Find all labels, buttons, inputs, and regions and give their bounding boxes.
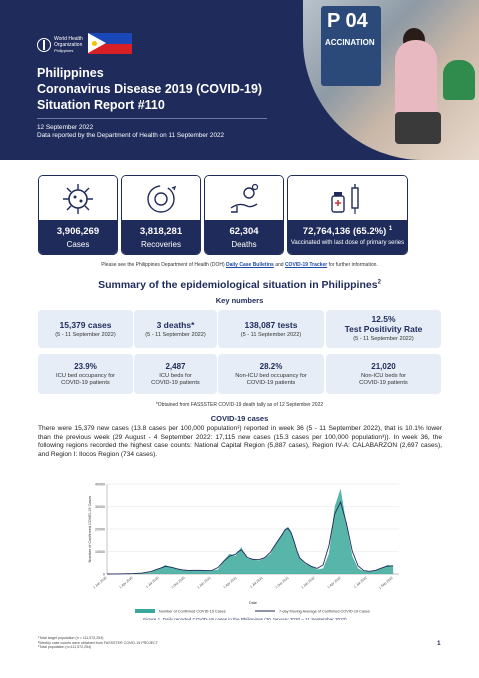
who-logo xyxy=(37,36,83,54)
vaccinated-label: Vaccinated with last dose of primary series xyxy=(290,240,405,247)
key-positivity-box xyxy=(326,310,441,348)
key-deaths-box xyxy=(134,310,217,348)
stat-card-vaccinated xyxy=(287,175,408,255)
x-tick-label: 1 Jan 2020 xyxy=(92,575,108,590)
x-tick-label: 1 Jan 2021 xyxy=(196,575,212,590)
report-date-line: 12 September 2022 xyxy=(37,124,94,131)
key-icu-beds-label: ICU beds for COVID-19 patients xyxy=(151,373,200,386)
title-report-number: Situation Report #110 xyxy=(37,98,165,112)
report-title xyxy=(37,65,262,113)
y-tick-label: 30000 xyxy=(95,505,105,509)
deaths-label: Deaths xyxy=(231,240,257,249)
philippines-flag-icon xyxy=(88,33,132,54)
doh-reference-note: Please see the Philippines Department of Health (DOH) Daily Case Bulletins and COVID-19 Tracker for further information. xyxy=(101,262,378,268)
key-positivity-value: 12.5% xyxy=(371,314,396,324)
key-nonicu-beds-value: 21,020 xyxy=(371,362,396,371)
key-tests-value: 138,087 tests xyxy=(244,320,298,330)
key-nonicu-occupancy-label: Non-ICU bed occupancy for COVID-19 patients xyxy=(235,373,307,386)
legend-label-moving-average: 7-day Moving Average of Confirmed COVID-19 Cases xyxy=(279,609,370,614)
who-line1: World Health xyxy=(54,36,83,42)
x-tick-label: 1 Apr 2020 xyxy=(118,575,134,590)
report-header xyxy=(0,0,479,160)
figure-caption: Figure 1. Daily reported COVID-19 cases in the Philippines (30 January 2020 – 11 September 2022) xyxy=(143,617,347,620)
recoveries-value: 3,818,281 xyxy=(139,226,183,237)
recoveries-label: Recoveries xyxy=(140,240,181,249)
key-icu-occupancy-box xyxy=(38,354,133,394)
key-cases-box xyxy=(38,310,133,348)
key-nonicu-beds-box xyxy=(326,354,441,394)
key-nonicu-occupancy-value: 28.2% xyxy=(259,362,283,371)
x-tick-label: 1 Jul 2022 xyxy=(353,575,368,589)
key-nonicu-beds-label: Non-ICU beds for COVID-19 patients xyxy=(359,373,408,386)
stat-card-cases xyxy=(38,175,118,255)
x-tick-label: 1 Sep 2022 xyxy=(377,575,394,590)
x-tick-label: 1 Jan 2022 xyxy=(300,575,316,590)
x-tick-label: 1 Jul 2020 xyxy=(145,575,160,589)
photo-sign-text: P 04 xyxy=(327,10,368,32)
photo-person-skirt xyxy=(395,112,441,144)
who-line2: Organization xyxy=(54,42,83,48)
y-tick-label: 0 xyxy=(103,572,105,577)
deaths-source-note: *Obtained from FASSSTER COVID-19 death tally as of 12 September 2022 xyxy=(155,402,324,408)
who-emblem-icon xyxy=(37,38,51,52)
page-number: 1 xyxy=(437,640,441,647)
x-axis-label: Date xyxy=(248,601,258,605)
report-date xyxy=(37,124,224,140)
legend-label-cases: Number of Confirmed COVID-19 Cases xyxy=(159,609,226,614)
daily-cases-chart xyxy=(85,480,405,620)
daily-case-bulletins-link[interactable]: Daily Case Bulletins xyxy=(226,262,274,268)
x-tick-label: 1 Oct 2021 xyxy=(274,575,290,590)
key-tests-period: (5 - 11 September 2022) xyxy=(240,332,302,338)
virus-icon xyxy=(61,182,95,216)
key-icu-occupancy-label: ICU bed occupancy for COVID-19 patients xyxy=(56,373,115,386)
x-tick-label: 1 Jul 2021 xyxy=(249,575,264,589)
title-disease: Coronavirus Disease 2019 (COVID-19) xyxy=(37,82,263,96)
footnotes xyxy=(38,636,158,650)
who-logo-text xyxy=(54,36,83,54)
key-deaths-value: 3 deaths* xyxy=(156,320,195,330)
footnote-2: ²Weekly case counts were obtained from FASSSTER COVID-19 PROJECT xyxy=(38,640,158,645)
vaccination-site-photo xyxy=(303,0,479,160)
daily-cases-chart-svg xyxy=(85,480,405,620)
stat-card-deaths xyxy=(204,175,284,255)
key-numbers-heading: Key numbers xyxy=(215,296,264,305)
stat-card-recoveries xyxy=(121,175,201,255)
summary-heading: Summary of the epidemiological situation in Philippines$^2$ xyxy=(98,279,381,291)
daily-cases-series xyxy=(107,489,393,575)
key-cases-period: (5 - 11 September 2022) xyxy=(55,332,116,338)
covid-cases-heading: COVID-19 cases xyxy=(210,414,269,423)
photo-sign-subtext: ACCINATION xyxy=(325,38,375,47)
data-source-date-line: Data reported by the Department of Health on 11 September 2022 xyxy=(37,132,225,139)
y-axis-label: Number of Confirmed COVID-19 Cases xyxy=(88,495,92,563)
x-tick-label: 1 Apr 2022 xyxy=(326,575,342,590)
vaccinated-value: 72,764,136 (65.2%) $^1$ xyxy=(302,226,393,238)
y-tick-label: 20000 xyxy=(95,527,105,532)
who-line3: Philippines xyxy=(54,48,74,53)
cases-label: Cases xyxy=(66,240,90,249)
y-tick-label: 40000 xyxy=(95,482,105,487)
recovery-icon xyxy=(144,182,178,216)
x-tick-label: 1 Oct 2020 xyxy=(170,575,186,590)
photo-person-seated xyxy=(443,60,475,100)
deaths-value: 62,304 xyxy=(229,226,259,237)
key-icu-beds-box xyxy=(134,354,217,394)
covid-tracker-link[interactable]: COVID-19 Tracker xyxy=(284,262,328,268)
legend-swatch-cases xyxy=(135,609,155,613)
vaccine-icon xyxy=(328,182,368,216)
key-cases-value: 15,379 cases xyxy=(59,320,112,330)
footnote-3: ³Total population (n=111,572,254) xyxy=(38,645,92,649)
key-positivity-period: (5 - 11 September 2022) xyxy=(353,336,414,342)
key-positivity-label: Test Positivity Rate xyxy=(344,324,423,334)
y-tick-label: 10000 xyxy=(95,550,105,554)
key-deaths-period: (5 - 11 September 2022) xyxy=(145,332,206,338)
header-divider xyxy=(37,118,267,119)
cases-value: 3,906,269 xyxy=(56,226,100,237)
key-icu-occupancy-value: 23.9% xyxy=(74,362,97,371)
covid-cases-paragraph: There were 15,379 new cases (13.8 cases per 100,000 population³) reported in week 36 (5 - 11 September 2022), that is 10.1% lower than the previous week (29 August - 4 September 2022: 17,115 new cases (15.3 cases per 100,000 population³)). In week 36, the following regions recorded the highest case counts: National Capital Region (5,887 cases), Region IV-A: CALABARZON (2,697 cases), and Region I: Ilocos Region (734 cases). xyxy=(38,425,442,458)
key-tests-box xyxy=(218,310,324,348)
key-icu-beds-value: 2,487 xyxy=(165,362,186,371)
title-country: Philippines xyxy=(37,66,104,80)
x-tick-label: 1 Apr 2021 xyxy=(222,575,238,590)
hand-with-virus-icon xyxy=(227,182,261,216)
photo-sign xyxy=(321,6,381,86)
footnote-1: ¹Total target population (n = 111,572,254) xyxy=(38,636,104,640)
key-nonicu-occupancy-box xyxy=(218,354,324,394)
